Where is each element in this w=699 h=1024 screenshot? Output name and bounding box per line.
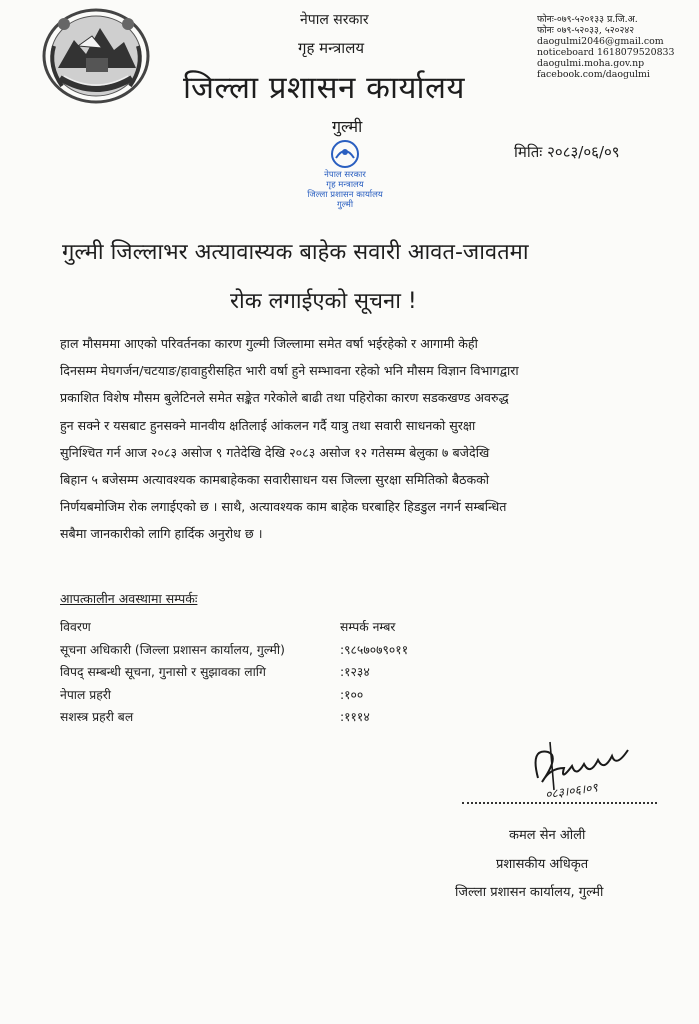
column-header-number: सम्पर्क नम्बर xyxy=(340,620,396,634)
ministry-name: गृह मन्त्रालय xyxy=(298,39,365,57)
body-line: निर्णयबमोजिम रोक लगाईएको छ । साथै, अत्यावश्यक काम बाहेक घरबाहिर हिडडुल नगर्न सम्बन्धित xyxy=(60,499,507,515)
signatory-name: कमल सेन ओली xyxy=(509,828,586,843)
notice-title-line-1: गुल्मी जिल्लाभर अत्यावास्यक बाहेक सवारी आवत-जावतमा xyxy=(62,240,529,265)
office-name: जिल्ला प्रशासन कार्यालय xyxy=(183,70,466,106)
stamp-text: नेपाल सरकार गृह मन्त्रालय जिल्ला प्रशासन कार्यालय गुल्मी xyxy=(307,170,383,210)
district-name: गुल्मी xyxy=(332,117,363,136)
government-name: नेपाल सरकार xyxy=(300,12,369,28)
email: daogulmi2046@gmail.com xyxy=(537,36,664,47)
signature-date: ०८३।०६।०९ xyxy=(544,780,599,802)
body-line: सुनिश्चित गर्न आज २०८३ असोज ९ गतेदेखि देखि २०८३ असोज १२ गतेसम्म बेलुका ७ बजेदेखि xyxy=(60,444,490,460)
body-line: हुन सक्ने र यसबाट हुनसक्ने मानवीय क्षतिलाई आंकलन गर्दै यात्रु तथा सवारी साधनको सुरक्षा xyxy=(60,417,476,433)
body-line: बिहान ५ बजेसम्म अत्यावश्यक कामबाहेकका सवारीसाधन यस जिल्ला सुरक्षा समितिको बैठकको xyxy=(60,472,490,488)
body-line: सबैमा जानकारीको लागि हार्दिक अनुरोध छ । xyxy=(60,526,263,542)
notice-title-line-2: रोक लगाईएको सूचना ! xyxy=(230,289,417,314)
nepal-emblem-icon xyxy=(40,6,152,106)
body-line: प्रकाशित विशेष मौसम बुलेटिनले समेत सङ्केत गरेकोले बाढी तथा पहिरोका कारण सडकखण्ड अवरुद्ध xyxy=(60,390,509,406)
facebook: facebook.com/daogulmi xyxy=(537,69,650,80)
body-line: दिनसम्म मेघगर्जन/चटयाङ/हावाहुरीसहित भारी वर्षा हुने सम्भावना रहेको भनि मौसम विज्ञान विभागद्वारा xyxy=(60,363,519,379)
contact-info xyxy=(537,14,675,80)
emergency-heading: आपत्कालीन अवस्थामा सम्पर्कः xyxy=(60,591,198,606)
notice-page: नेपाल सरकार गृह मन्त्रालय जिल्ला प्रशासन कार्यालय गुल्मी फोनः-०७९-५२०१३३ प्र.जि.अ. फोनः ०७९-५२०३३, ५२०२४२ daogulmi2046@gmail.com noticeboard 1618079520833 daogulmi.moha.gov.np facebook.com/daogulmi नेपाल सरकार गृह मन्त्रालय जिल्ला प्रशासन कार्यालय गुल्मी मितिः २०८३/०६/०९ गुल्मी जिल्लाभर अत्यावास्यक बाहेक सवारी आवत-जावतमा रोक लगाईएको सूचना ! हाल मौसममा आएको परिवर्तनका कारण गुल्मी जिल्लामा समेत वर्षा भईरहेको र आगामी केही दिनसम्म मेघगर्जन/चटयाङ/हावाहुरीसहित भारी वर्षा हुने सम्भावना रहेको भनि मौसम विज्ञान विभागद्वारा प्रकाशित विशेष मौसम बुलेटिनले समेत सङ्केत गरेकोले बाढी तथा पहिरोका कारण सडकखण्ड अवरुद्ध हुन सक्ने र यसबाट हुनसक्ने मानवीय क्षतिलाई आंकलन गर्दै यात्रु तथा सवारी साधनको सुरक्षा सुनिश्चित गर्न आज २०८३ असोज ९ गतेदेखि देखि २०८३ असोज १२ गतेसम्म बेलुका ७ बजेदेखि बिहान ५ बजेसम्म अत्यावश्यक कामबाहेकका सवारीसाधन यस जिल्ला सुरक्षा समितिको बैठकको निर्णयबमोजिम रोक लगाईएको छ । साथै, अत्यावश्यक काम बाहेक घरबाहिर हिडडुल नगर्न सम्बन्धित सबैमा जानकारीको लागि हार्दिक अनुरोध छ । आपत्कालीन अवस्थामा सम्पर्कः विवरण सम्पर्क नम्बर सूचना अधिकारी (जिल्ला प्रशासन कार्यालय, गुल्मी) :९८५७०७९०११ विपद् सम्बन्धी सूचना, गुनासो र सुझावका लागि :१२३४ नेपाल प्रहरी :१०० सशस्त्र प्रहरी बल :१११४ ०८३।०६।०९ कमल सेन ओली प्रशासकीय अधिकृत जिल्ला प्रशासन कार्यालय, गुल्मी xyxy=(0,0,699,1024)
signatory-office: जिल्ला प्रशासन कार्यालय, गुल्मी xyxy=(455,885,604,900)
phone-line-2: फोनः ०७९-५२०३३, ५२०२४२ xyxy=(537,25,635,36)
website: daogulmi.moha.gov.np xyxy=(537,58,645,69)
phone-line-1: फोनः-०७९-५२०१३३ प्र.जि.अ. xyxy=(537,14,638,25)
body-line: हाल मौसममा आएको परिवर्तनका कारण गुल्मी जिल्लामा समेत वर्षा भईरहेको र आगामी केही xyxy=(60,336,478,351)
signatory-designation: प्रशासकीय अधिकृत xyxy=(496,857,589,872)
column-header-description: विवरण xyxy=(60,620,91,634)
noticeboard: noticeboard 1618079520833 xyxy=(537,47,675,58)
notice-body xyxy=(60,330,650,548)
signature-line xyxy=(462,802,657,804)
notice-date: मितिः २०८३/०६/०९ xyxy=(514,143,620,161)
